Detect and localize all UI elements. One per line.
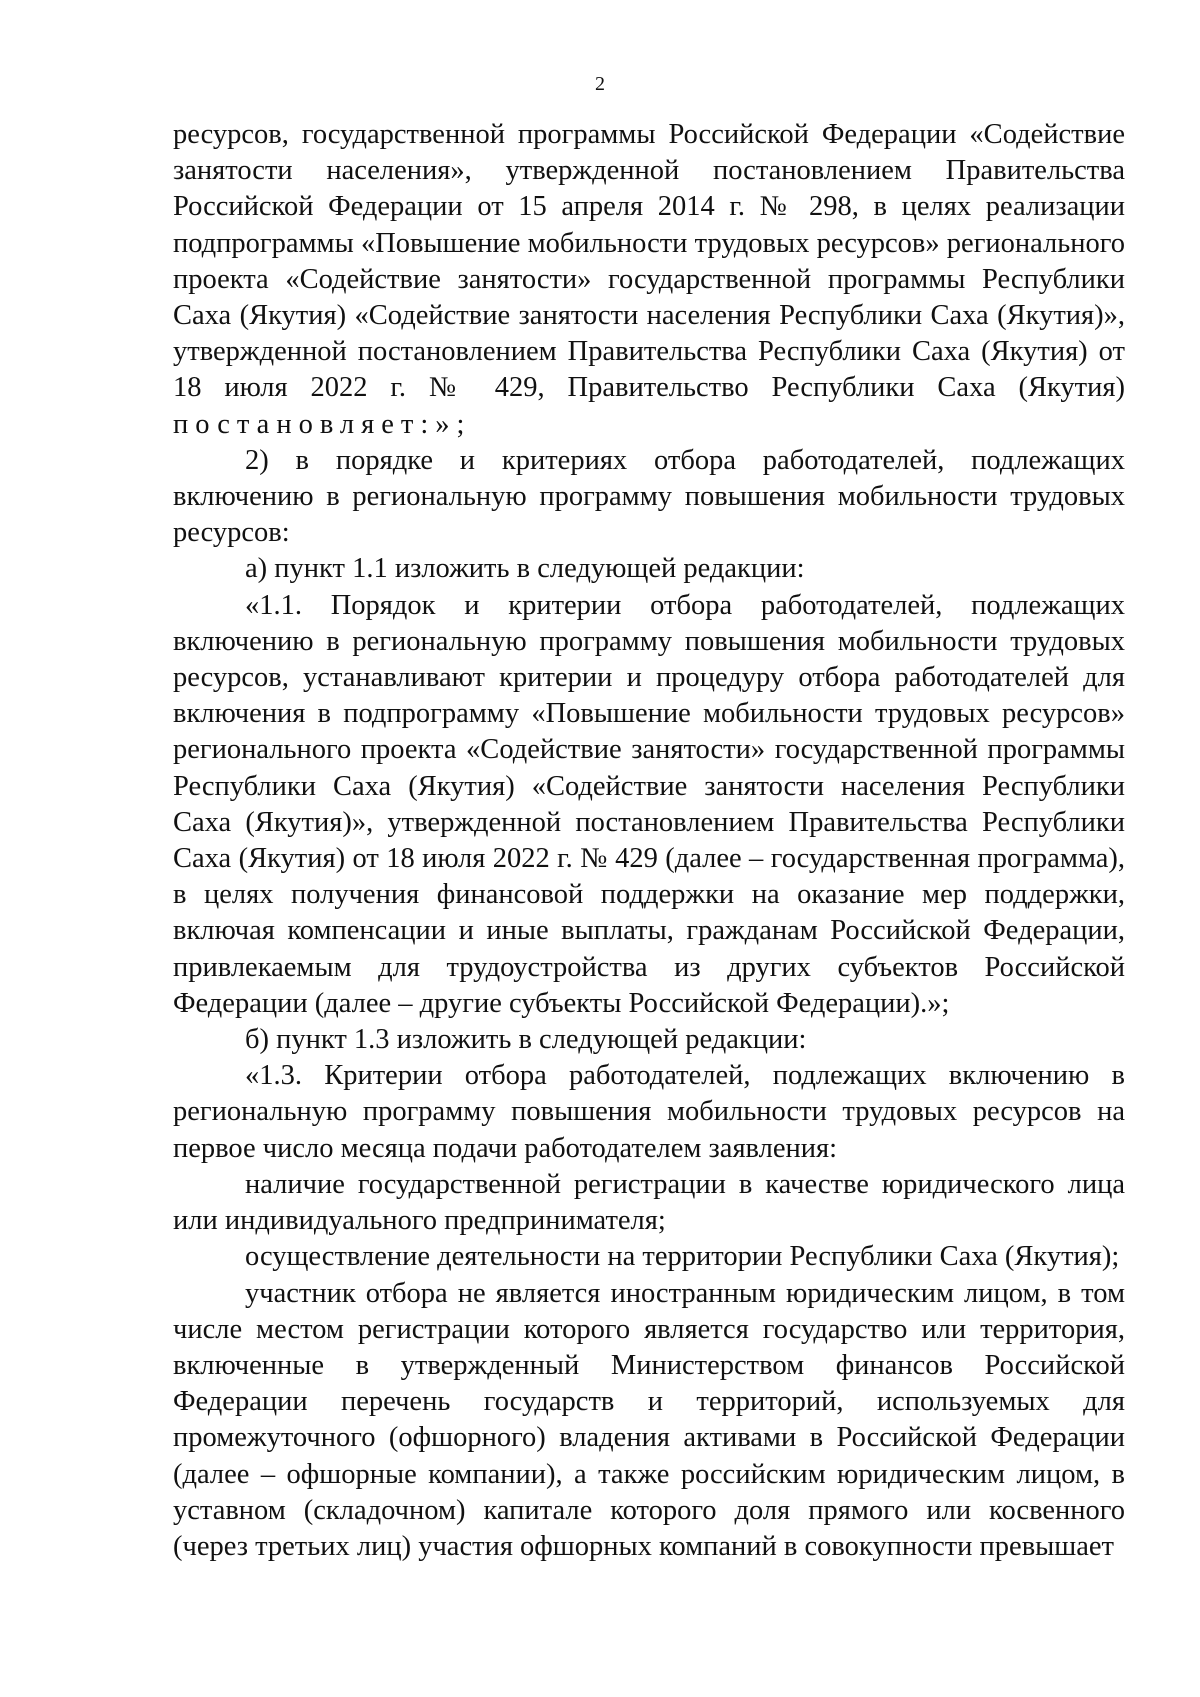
paragraph-subitem-a: а) пункт 1.1 изложить в следующей редакции: xyxy=(245,553,805,585)
page-number: 2 xyxy=(595,73,605,95)
paragraph-clause-1-1: «1.1. Порядок и критерии отбора работодателей, подлежащих включению в региональную программу повышения мобильности трудовых ресурсов, устанавливают критерии и процедуру отбора работодателей для включения в подпрограмму «Повышение мобильности трудовых ресурсов» регионального проекта «Содействие занятости» государственной программы Республики Саха (Якутия) «Содействие занятости населения Республики Саха (Якутия)», утвержденной постановлением Правительства Республики Саха (Якутия) от 18 июля 2022 г. № 429 (далее – государственная программа), в целях получения финансовой поддержки на оказание мер поддержки, включая компенсации и иные выплаты, гражданам Российской Федерации, привлекаемым для трудоустройства из других субъектов Российской Федерации (далее – другие субъекты Российской Федерации).»; xyxy=(173,589,1125,1019)
paragraph-text: ресурсов, государственной программы Российской Федерации «Содействие занятости населения», утвержденной постановлением Правительства Российской Федерации от 15 апреля 2014 г. № 298, в целях реализации подпрограммы «Повышение мобильности трудовых ресурсов» регионального проекта «Содействие занятости» государственной программы Республики Саха (Якутия) «Содействие занятости населения Республики Саха (Якутия)», утвержденной постановлением Правительства Республики Саха (Якутия) от 18 июля 2022 г. № 429, Правительство Республики Саха (Якутия) xyxy=(173,119,1125,404)
paragraph-item-2: 2) в порядке и критериях отбора работодателей, подлежащих включению в региональную программу повышения мобильности трудовых ресурсов: xyxy=(173,444,1125,549)
paragraph-criterion-territory: осуществление деятельности на территории Республики Саха (Якутия); xyxy=(245,1241,1120,1273)
enacting-word: постановляет:»; xyxy=(173,408,472,440)
paragraph-subitem-b: б) пункт 1.3 изложить в следующей редакции: xyxy=(245,1024,807,1056)
paragraph-preamble-continuation xyxy=(173,117,1125,443)
paragraph-criterion-offshore: участник отбора не является иностранным юридическим лицом, в том числе местом регистрации которого является государство или территория, включенные в утвержденный Министерством финансов Российской Федерации перечень государств и территорий, используемых для промежуточного (офшорного) владения активами в Российской Федерации (далее – офшорные компании), а также российским юридическим лицом, в уставном (складочном) капитале которого доля прямого или косвенного (через третьих лиц) участия офшорных компаний в совокупности превышает xyxy=(173,1277,1125,1562)
document-body xyxy=(173,117,1125,1565)
paragraph-clause-1-3: «1.3. Критерии отбора работодателей, подлежащих включению в региональную программу повышения мобильности трудовых ресурсов на первое число месяца подачи работодателем заявления: xyxy=(173,1060,1125,1164)
paragraph-criterion-registration: наличие государственной регистрации в качестве юридического лица или индивидуального предпринимателя; xyxy=(173,1168,1125,1237)
